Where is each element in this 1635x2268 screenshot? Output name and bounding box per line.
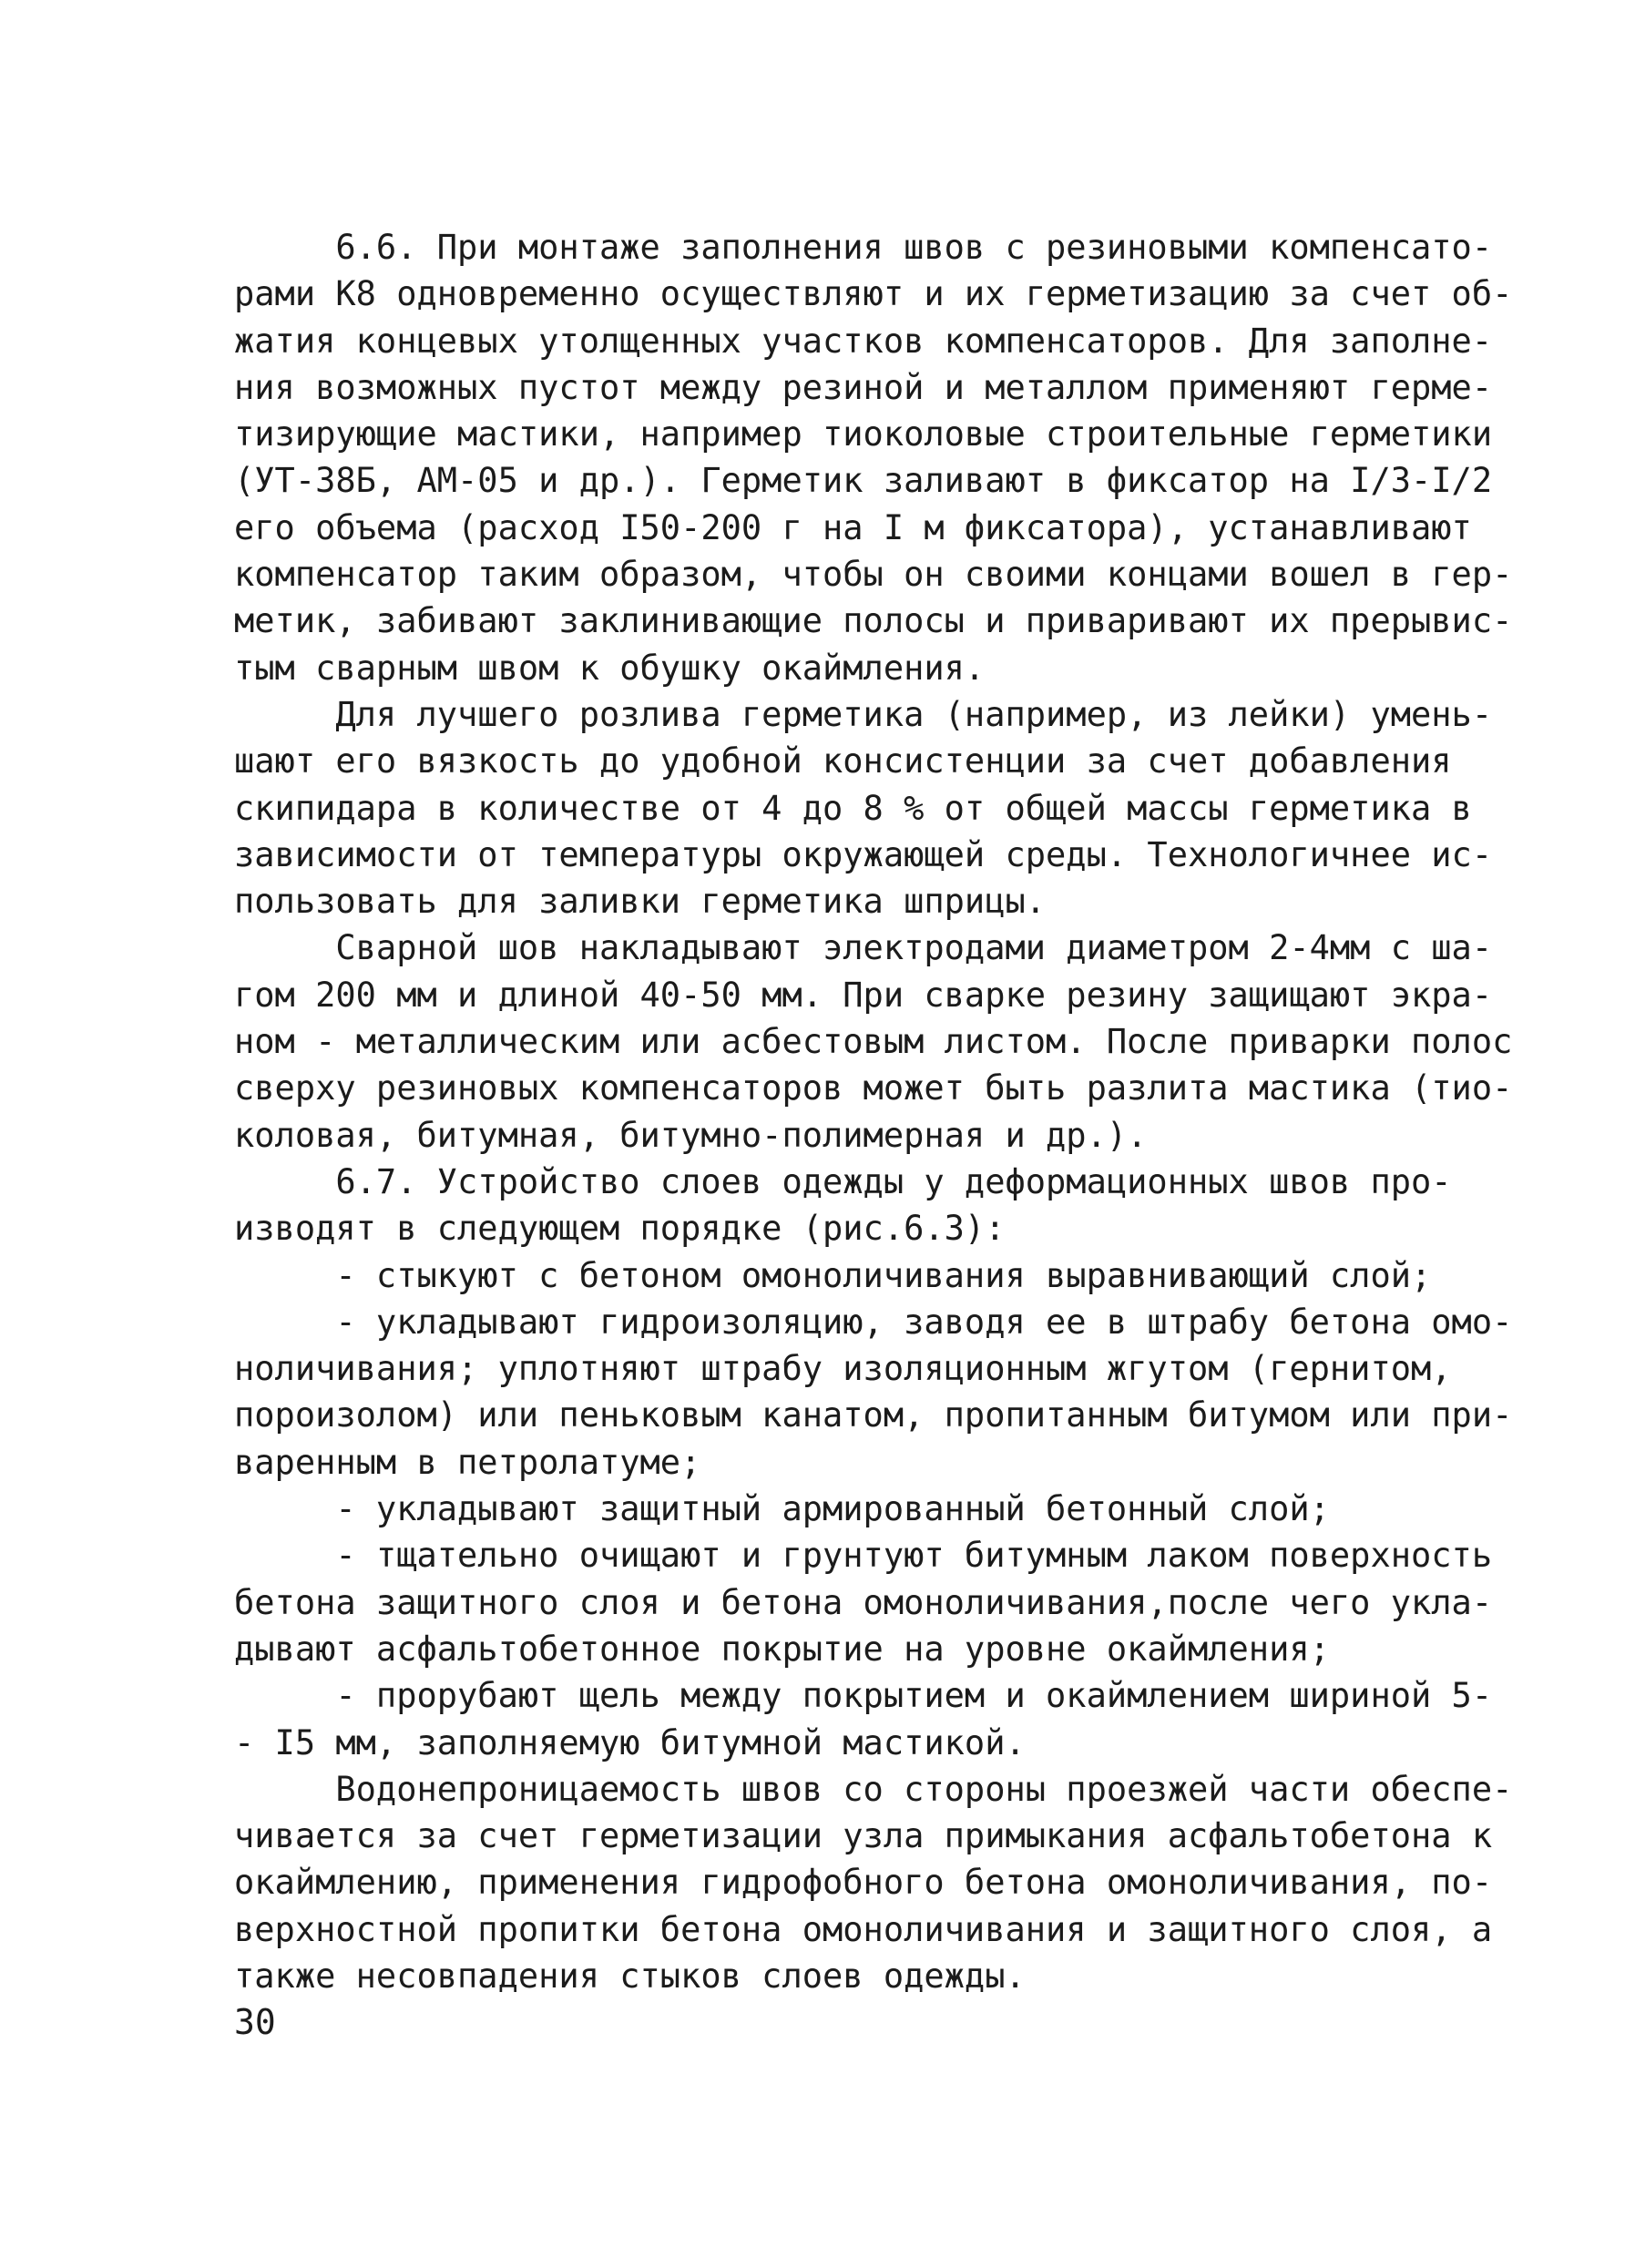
text-line: зависимости от температуры окружающей среды. Технологичнее ис- <box>234 834 1493 874</box>
text-line: - стыкуют с бетоном омоноличивания выравнивающий слой; <box>234 1255 1432 1295</box>
text-line: компенсатор таким образом, чтобы он своими концами вошел в гер- <box>234 555 1513 595</box>
text-line: сверху резиновых компенсаторов может быть разлита мастика (тио- <box>234 1068 1513 1108</box>
text-line: его объема (расход I50-200 г на I м фиксатора), устанавливают <box>234 507 1472 547</box>
body-text <box>234 224 1513 1999</box>
text-line: тизирующие мастики, например тиоколовые строительные герметики <box>234 414 1493 455</box>
text-line: - укладывают защитный армированный бетонный слой; <box>234 1489 1330 1529</box>
text-line: ном - металлическим или асбестовым листом. После приварки полос <box>234 1022 1513 1062</box>
text-line: варенным в петролатуме; <box>234 1442 701 1482</box>
text-line: - тщательно очищают и грунтуют битумным лаком поверхность <box>234 1536 1493 1576</box>
text-line: ноличивания; уплотняют штрабу изоляционным жгутом (гернитом, <box>234 1349 1452 1389</box>
text-line: также несовпадения стыков слоев одежды. <box>234 1956 1026 1996</box>
text-line: тым сварным швом к обушку окаймления. <box>234 648 986 688</box>
text-line: изводят в следующем порядке (рис.6.3): <box>234 1209 1006 1249</box>
text-line: (УТ-38Б, АМ-05 и др.). Герметик заливают в фиксатор на I/3-I/2 <box>234 461 1493 501</box>
text-line: скипидара в количестве от 4 до 8 % от общей массы герметика в <box>234 788 1472 828</box>
text-line: бетона защитного слоя и бетона омоноличивания,после чего укла- <box>234 1582 1493 1622</box>
text-line: пороизолом) или пеньковым канатом, пропитанным битумом или при- <box>234 1395 1513 1435</box>
text-line: 6.6. При монтаже заполнения швов с резиновыми компенсато- <box>234 228 1493 267</box>
text-line: метик, забивают заклинивающие полосы и приваривают их прерывис- <box>234 601 1513 641</box>
text-line: 6.7. Устройство слоев одежды у деформационных швов про- <box>234 1161 1452 1201</box>
text-line: ния возможных пустот между резиной и металлом применяют герме- <box>234 367 1493 407</box>
text-line: Водонепроницаемость швов со стороны проезжей части обеспе- <box>234 1769 1513 1809</box>
text-line: - I5 мм, заполняемую битумной мастикой. <box>234 1722 1026 1762</box>
text-line: шают его вязкость до удобной консистенции за счет добавления <box>234 741 1452 782</box>
text-line: - укладывают гидроизоляцию, заводя ее в штрабу бетона омо- <box>234 1302 1513 1342</box>
text-line: - прорубают щель между покрытием и окаймлением шириной 5- <box>234 1676 1493 1716</box>
text-line: пользовать для заливки герметика шприцы. <box>234 882 1047 922</box>
text-line: коловая, битумная, битумно-полимерная и др.). <box>234 1115 1148 1155</box>
text-line: Для лучшего розлива герметика (например, из лейки) умень- <box>234 694 1493 734</box>
text-line: дывают асфальтобетонное покрытие на уровне окаймления; <box>234 1629 1330 1669</box>
text-line: верхностной пропитки бетона омоноличивания и защитного слоя, а <box>234 1909 1493 1949</box>
page-number: 30 <box>234 2002 276 2042</box>
text-line: чивается за счет герметизации узла примыкания асфальтобетона к <box>234 1816 1493 1856</box>
text-line: рами К8 одновременно осуществляют и их герметизацию за счет об- <box>234 274 1513 314</box>
text-line: Сварной шов накладывают электродами диаметром 2-4мм с ша- <box>234 928 1493 968</box>
text-line: окаймлению, применения гидрофобного бетона омоноличивания, по- <box>234 1863 1493 1903</box>
text-line: жатия концевых утолщенных участков компенсаторов. Для заполне- <box>234 321 1493 361</box>
text-line: гом 200 мм и длиной 40-50 мм. При сварке резину защищают экра- <box>234 975 1493 1015</box>
